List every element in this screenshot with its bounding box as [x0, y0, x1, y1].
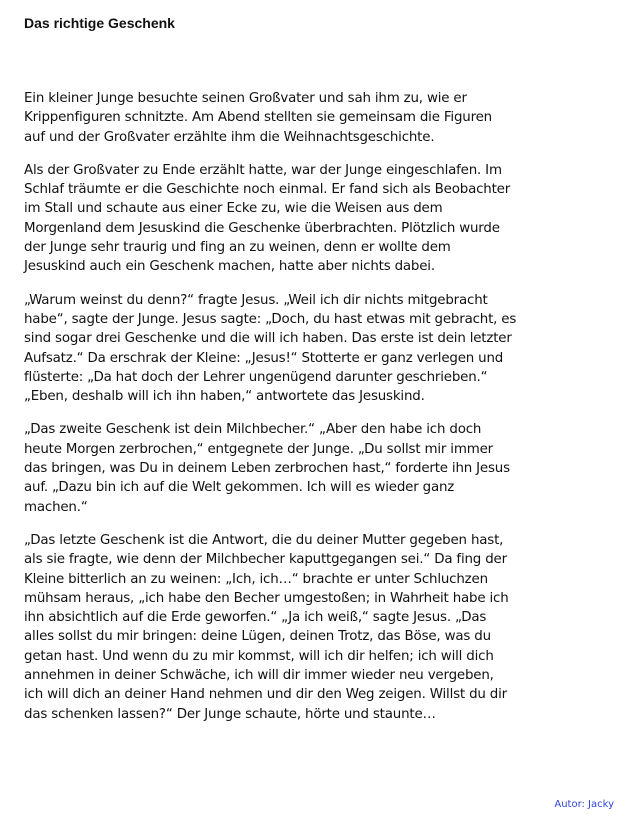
- story-body: [24, 89, 616, 738]
- paragraph-5: „Das letzte Geschenk ist die Antwort, die du deiner Mutter gegeben hast, als sie fragte, wie denn der Milchbecher kaputtgegangen sei.“ Da fing der Kleine bitterlich an zu weinen: „Ich, ich…“ brachte er unter Schluchzen mühsam heraus, „ich habe den Becher umgestoßen; in Wahrheit habe ich ihn absichtlich auf die Erde geworfen.“ „Ja ich weiß,“ sagte Jesus. „Das alles sollst du mir bringen: deine Lügen, deinen Trotz, das Böse, was du getan hast. Und wenn du zu mir kommst, will ich dir helfen; ich will dich annehmen in deiner Schwäche, ich will dir immer wieder neu vergeben, ich will dich an deiner Hand nehmen und dir den Weg zeigen. Willst du dir das schenken lassen?“ Der Junge schaute, hörte und staunte…: [24, 532, 509, 722]
- paragraph-1: Ein kleiner Junge besuchte seinen Großvater und sah ihm zu, wie er Krippenfiguren schnitzte. Am Abend stellten sie gemeinsam die Figuren auf und der Großvater erzählte ihm die Weihnachtsgeschichte.: [24, 91, 492, 145]
- document-title: Das richtige Geschenk: [24, 15, 175, 31]
- paragraph-3: „Warum weinst du denn?“ fragte Jesus. „Weil ich dir nichts mitgebracht habe“, sagte der Junge. Jesus sagte: „Doch, du hast etwas mit gebracht, es sind sogar drei Geschenke und die will ich haben. Das erste ist dein letzter Aufsatz.“ Da erschrak der Kleine: „Jesus!“ Stotterte er ganz verlegen und flüsterte: „Da hat doch der Lehrer ungenügend darunter geschrieben.“ „Eben, deshalb will ich ihn haben,“ antwortete das Jesuskind.: [24, 292, 517, 405]
- paragraph-4: „Das zweite Geschenk ist dein Milchbecher.“ „Aber den habe ich doch heute Morgen zerbrochen,“ entgegnete der Junge. „Du sollst mir immer das bringen, was Du in deinem Leben zerbrochen hast,“ forderte ihn Jesus auf. „Dazu bin ich auf die Welt gekommen. Ich will es wieder ganz machen.“: [24, 422, 510, 515]
- author-credit: Autor: Jacky: [554, 799, 614, 810]
- paragraph-2: Als der Großvater zu Ende erzählt hatte, war der Junge eingeschlafen. Im Schlaf träumte er die Geschichte noch einmal. Er fand sich als Beobachter im Stall und schaute aus einer Ecke zu, wie die Weisen aus dem Morgenland dem Jesuskind die Geschenke überbrachten. Plötzlich wurde der Junge sehr traurig und fing an zu weinen, denn er wollte dem Jesuskind auch ein Geschenk machen, hatte aber nichts dabei.: [24, 162, 511, 275]
